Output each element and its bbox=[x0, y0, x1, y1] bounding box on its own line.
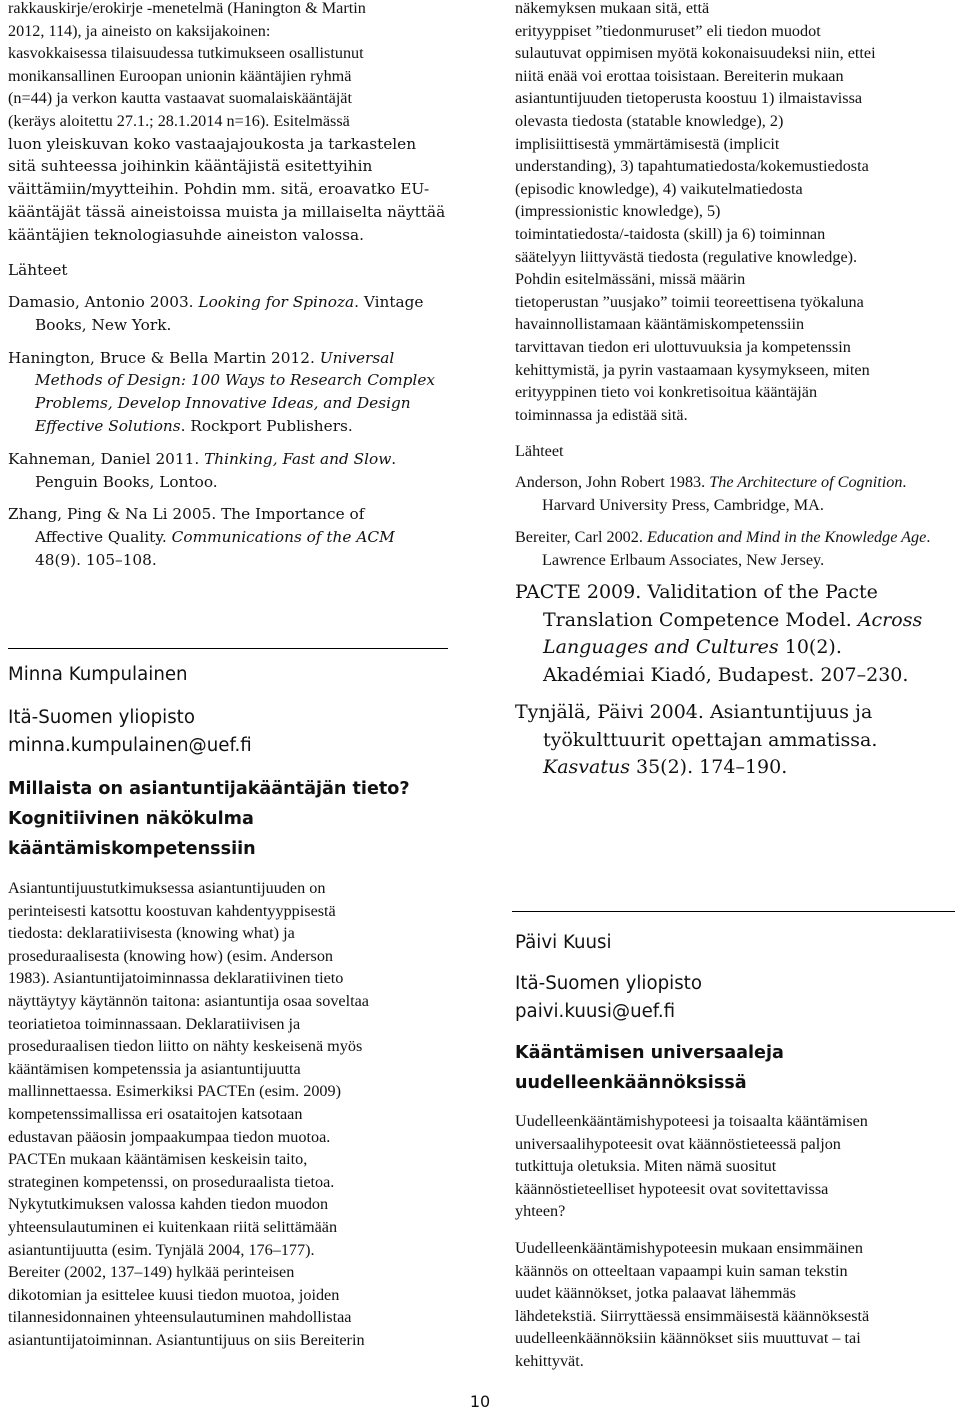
text-line: käännös on otteeltaan vapaampi kuin saman tekstin bbox=[515, 1261, 848, 1280]
text-line: kehittymistä, ja pyrin vastaamaan kysymykseen, miten bbox=[515, 360, 870, 379]
reference-item: Tynjälä, Päivi 2004. Asiantuntijuus ja työkulttuurit opettajan ammatissa. Kasvatus 35(2). 174–190. bbox=[515, 701, 878, 779]
text-line: Asiantuntijuustutkimuksessa asiantuntijuuden on bbox=[8, 879, 326, 897]
text-line: havainnollistamaan kääntämiskompetenssiin bbox=[515, 315, 805, 334]
text-line: Pohdin esitelmässäni, missä määrin bbox=[515, 270, 746, 289]
text-line: implisiittisestä ymmärtämisestä (implicit bbox=[515, 134, 780, 153]
reference-item: Zhang, Ping & Na Li 2005. The Importance of Affective Quality. Communications of the ACM 48(9). 105–108. bbox=[8, 505, 395, 569]
text-line: näkemyksen mukaan sitä, että bbox=[515, 0, 710, 17]
text-line: erityyppiset ”tiedonmuruset” eli tiedon muodot bbox=[515, 21, 821, 40]
text-line: edustavan pääosin jompaakumpaa tiedon muotoa. bbox=[8, 1127, 331, 1146]
text-line: tilannesidonnainen yhteensulautuminen mahdollistaa bbox=[8, 1308, 352, 1327]
text-line: toiminnassa ja edistää sitä. bbox=[515, 405, 688, 424]
text-line: lähdetekstiä. Siirryttäessä ensimmäisestä käännöksestä bbox=[515, 1306, 870, 1325]
text-line: käännöstieteelliset hypoteesit ovat sovitettavissa bbox=[515, 1179, 829, 1198]
text-line: understanding), 3) tapahtumatiedosta/kokemustiedosta bbox=[515, 157, 869, 176]
text-line: asiantuntijuuden tietoperusta koostuu 1) ilmaistavissa bbox=[515, 89, 863, 108]
text-line: 2012, 114), ja aineisto on kaksijakoinen: bbox=[8, 21, 271, 40]
author-email: paivi.kuusi@uef.fi bbox=[515, 1001, 676, 1022]
intro-sans-block bbox=[8, 133, 468, 247]
references-heading: Lähteet bbox=[8, 261, 68, 279]
text-line: PACTEn mukaan kääntämisen keskeisin taito, bbox=[8, 1150, 308, 1169]
abstract bbox=[8, 877, 468, 1351]
text-line: kääntämisen kompetenssia ja asiantuntijuutta bbox=[8, 1059, 301, 1078]
text-line: tarvittavan tiedon eri ulottuvuuksia ja kompetenssin bbox=[515, 337, 851, 356]
reference-item: Hanington, Bruce & Bella Martin 2012. Universal Methods of Design: 100 Ways to Research Complex Problems, Develop Innovative Ideas, and Design Effective Solutions. Rockport Publishers. bbox=[8, 348, 435, 435]
text-line: kompetenssimallissa eri osataitojen katsotaan bbox=[8, 1104, 303, 1123]
text-line: Bereiter (2002, 137–149) hylkää perinteisen bbox=[8, 1263, 295, 1282]
text-line: asiantuntijuutta (esim. Tynjälä 2004, 176–177). bbox=[8, 1240, 315, 1259]
text-line: (n=44) ja verkon kautta vastaavat suomalaiskääntäjät bbox=[8, 89, 352, 108]
text-line: proseduraalisesta (knowing how) (esim. Anderson bbox=[8, 946, 334, 965]
reference-item: PACTE 2009. Validitation of the Pacte Translation Competence Model. Across Languages and Cultures 10(2). Akadémiai Kiadó, Budapest. 207–230. bbox=[515, 581, 923, 686]
text-line: universaalihypoteesit ovat käännöstieteessä paljon bbox=[515, 1134, 841, 1153]
continuation-paragraph bbox=[515, 0, 960, 426]
text-line: kääntäjien teknologiasuhde aineiston valossa. bbox=[8, 225, 365, 244]
text-line: uudelleenkäännöksiin käännökset siis muuttuvat – tai bbox=[515, 1329, 861, 1348]
reference-item: Anderson, John Robert 1983. The Architecture of Cognition. Harvard University Press, Cambridge, MA. bbox=[515, 473, 907, 514]
talk-title: Millaista on asiantuntijakääntäjän tieto? Kognitiivinen näkökulma kääntämiskompetenssiin bbox=[8, 779, 410, 859]
section-divider bbox=[512, 911, 955, 912]
intro-serif-block bbox=[8, 0, 468, 133]
talk-title: Kääntämisen universaaleja uudelleenkäännöksissä bbox=[515, 1043, 784, 1093]
text-line: näyttäytyy käytännön taitona: asiantuntija osaa soveltaa bbox=[8, 991, 369, 1010]
text-line: rakkauskirje/erokirje -menetelmä (Hanington & Martin bbox=[8, 0, 366, 17]
intro-paragraph bbox=[8, 0, 468, 247]
text-line: sitä suhteessa joihinkin kääntäjistä esitettyihin bbox=[8, 157, 373, 176]
abstract bbox=[515, 1110, 960, 1373]
text-line: sulautuvat oppimisen myötä kokonaisuudeksi niin, ettei bbox=[515, 44, 876, 63]
text-line: (episodic knowledge), 4) vaikutelmatiedosta bbox=[515, 179, 803, 198]
author-affiliation: Itä-Suomen yliopisto bbox=[515, 973, 702, 994]
reference-item: Damasio, Antonio 2003. Looking for Spinoza. Vintage Books, New York. bbox=[8, 293, 424, 334]
text-line: yhteensulautuminen ei kuitenkaan riitä selittämään bbox=[8, 1217, 338, 1236]
reference-item: Bereiter, Carl 2002. Education and Mind in the Knowledge Age. Lawrence Erlbaum Associates, New Jersey. bbox=[515, 528, 931, 569]
text-line: asiantuntijatoiminnan. Asiantuntijuus on siis Bereiterin bbox=[8, 1330, 365, 1349]
text-line: tiedosta: deklaratiivisesta (knowing what) ja bbox=[8, 924, 295, 943]
text-line: kehittyvät. bbox=[515, 1351, 584, 1370]
references-heading: Lähteet bbox=[515, 442, 564, 460]
section-divider bbox=[8, 648, 448, 649]
text-line: yhteen? bbox=[515, 1202, 566, 1221]
text-line: olevasta tiedosta (statable knowledge), 2) bbox=[515, 111, 784, 130]
text-line: teoriatietoa toiminnassaan. Deklaratiivisen ja bbox=[8, 1014, 301, 1033]
abstract-paragraph bbox=[515, 1237, 960, 1373]
text-line: strateginen kompetenssi, on proseduraalista tietoa. bbox=[8, 1172, 335, 1191]
text-line: uudet käännökset, jotka palaavat lähemmäs bbox=[515, 1284, 796, 1303]
text-line: 1983). Asiantuntijatoiminnassa deklaratiivinen tieto bbox=[8, 969, 344, 988]
references-list bbox=[515, 471, 935, 782]
text-line: dikotomian ja esittelee kuusi tiedon muotoa, joiden bbox=[8, 1285, 340, 1304]
text-line: mallinnettaessa. Esimerkiksi PACTEn (esim. 2009) bbox=[8, 1082, 342, 1101]
text-line: monikansallinen Euroopan unionin kääntäjien ryhmä bbox=[8, 66, 352, 85]
abstract-paragraph bbox=[515, 1110, 960, 1223]
text-line: kääntäjät tässä aineistoissa muista ja millaiselta näyttää bbox=[8, 202, 446, 221]
references-list bbox=[8, 291, 448, 572]
page-number: 10 bbox=[469, 1392, 491, 1411]
text-line: Uudelleenkääntämishypoteesin mukaan ensimmäinen bbox=[515, 1238, 863, 1257]
text-line: (keräys aloitettu 27.1.; 28.1.2014 n=16). Esitelmässä bbox=[8, 111, 350, 130]
author-name: Päivi Kuusi bbox=[515, 932, 612, 953]
text-line: Nykytutkimuksen valossa kahden tiedon muodon bbox=[8, 1195, 329, 1214]
text-line: niitä enää voi erottaa toisistaan. Bereiterin mukaan bbox=[515, 66, 844, 85]
text-line: proseduraalisen tiedon liitto on nähty keskeisenä myös bbox=[8, 1037, 363, 1056]
text-line: (impressionistic knowledge), 5) bbox=[515, 202, 721, 221]
text-line: kasvokkaisessa tilaisuudessa tutkimukseen osallistunut bbox=[8, 44, 364, 63]
text-line: luon yleiskuvan koko vastaajajoukosta ja tarkastelen bbox=[8, 134, 417, 153]
text-line: säätelyyn liittyvästä tiedosta (regulative knowledge). bbox=[515, 247, 858, 266]
author-affiliation: Itä-Suomen yliopisto bbox=[8, 707, 195, 728]
text-line: perinteisesti katsottu koostuvan kahdentyyppisestä bbox=[8, 901, 336, 920]
text-line: Uudelleenkääntämishypoteesi ja toisaalta kääntämisen bbox=[515, 1112, 868, 1130]
text-line: erityyppinen tieto voi konkretisoitua kääntäjän bbox=[515, 383, 818, 402]
text-line: väittämiin/myytteihin. Pohdin mm. sitä, eroavatko EU- bbox=[8, 180, 430, 199]
author-email: minna.kumpulainen@uef.fi bbox=[8, 735, 252, 756]
text-line: tietoperustan ”uusjako” toimii teoreettisena työkaluna bbox=[515, 292, 864, 311]
text-line: tutkittuja oletuksia. Miten nämä suositut bbox=[515, 1157, 777, 1176]
reference-item: Kahneman, Daniel 2011. Thinking, Fast and Slow. Penguin Books, Lontoo. bbox=[8, 449, 397, 491]
text-line: toimintatiedosta/-taidosta (skill) ja 6) toiminnan bbox=[515, 224, 826, 243]
author-name: Minna Kumpulainen bbox=[8, 664, 188, 685]
